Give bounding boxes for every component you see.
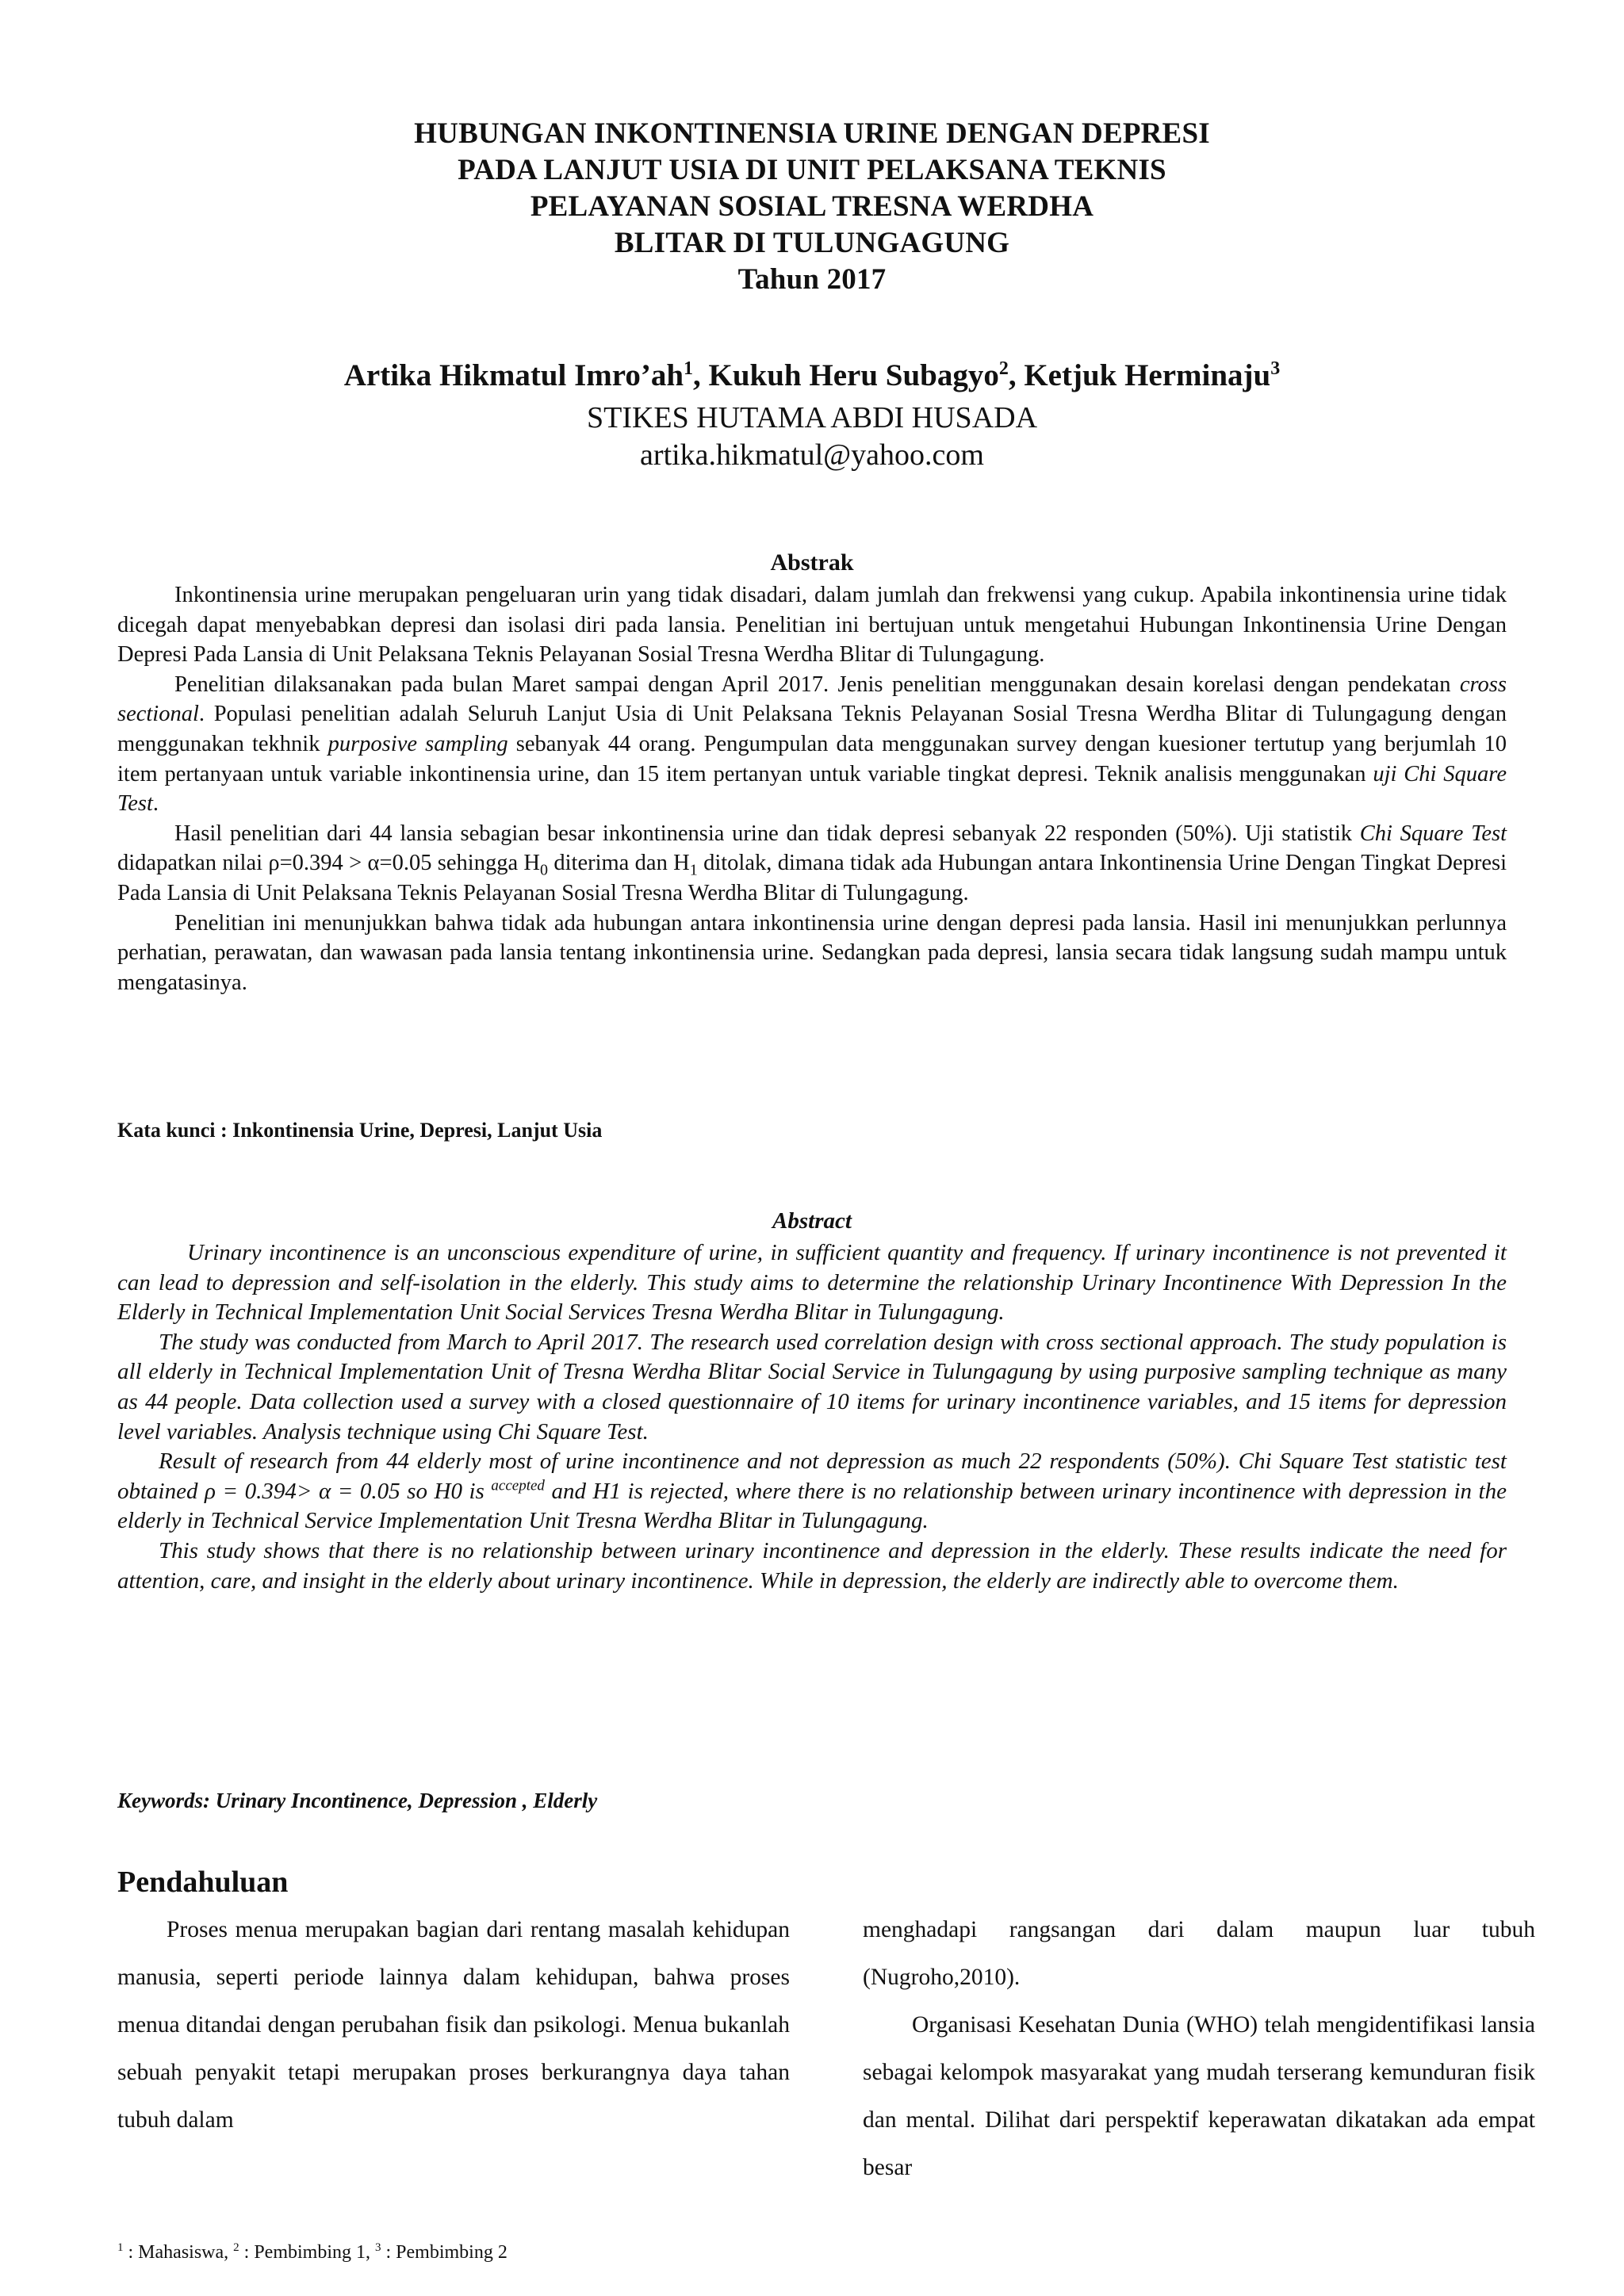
body-paragraph: Proses menua merupakan bagian dari rentang masalah kehidupan manusia, seperti periode lainnya dalam kehidupan, bahwa proses menua ditandai dengan perubahan fisik dan psikologi. Menua bukanlah sebuah penyakit tetapi merupakan proses berkurangnya daya tahan tubuh dalam	[117, 1917, 790, 2133]
text-run-italic: Chi Square Test	[1359, 821, 1507, 846]
author-email: artika.hikmatul@yahoo.com	[640, 438, 984, 472]
abstract-heading: Abstract	[772, 1208, 852, 1234]
footnote	[117, 2241, 508, 2264]
abstrak-paragraph: Penelitian ini menunjukkan bahwa tidak ada hubungan antara inkontinensia urine dengan depresi pada lansia. Hasil ini menunjukkan perlunnya perhatian, perawatan, dan wawasan pada lansia tentang inkontinensia urine. Sedangkan pada depresi, lansia secara tidak langsung sudah mampu untuk mengatasinya.	[117, 910, 1507, 995]
body-paragraph: Organisasi Kesehatan Dunia (WHO) telah mengidentifikasi lansia sebagai kelompok masyarakat yang mudah terserang kemunduran fisik dan mental. Dilihat dari perspektif keperawatan dikatakan ada empat besar	[863, 2012, 1535, 2180]
text-run: .	[152, 791, 159, 817]
text-run: Result of research from 44 elderly most of urine incontinence and not depression as much 22 respondents (50%). Chi Square Test statistic test obtained ρ = 0.394> α = 0.05 so H0 is	[117, 1448, 1507, 1504]
text-run-italic: purposive sampling	[327, 731, 508, 756]
footnote-sup: 1	[117, 2241, 124, 2254]
text-run-italic: uji Chi Square Test	[117, 761, 1507, 817]
abstrak-body	[117, 580, 1507, 997]
abstrak-paragraph	[117, 670, 1507, 819]
title-year: Tahun 2017	[737, 263, 887, 296]
footnote-sup: 2	[233, 2241, 239, 2254]
author-sup: 1	[684, 358, 694, 379]
abstrak-paragraph	[117, 819, 1507, 909]
title-line: HUBUNGAN INKONTINENSIA URINE DENGAN DEPRESI	[414, 117, 1210, 150]
footnote-text: : Pembimbing 2	[381, 2242, 508, 2263]
text-run-italic: cross sectional	[117, 672, 1507, 727]
text-run: Hasil penelitian dari 44 lansia sebagian besar inkontinensia urine dan tidak depresi sebanyak 22 responden (50%). Uji statistik	[174, 821, 1360, 846]
subscript: 1	[689, 862, 698, 880]
abstract-paragraph: The study was conducted from March to April 2017. The research used correlation design with cross sectional approach. The study population is all elderly in Technical Implementation Unit of Tresna Werdha Blitar Social Service in Tulungagung by using purposive sampling technique as many as 44 people. Data collection used a survey with a closed questionnaire of 10 items for urinary incontinence variables, and 15 items for depression level variables. Analysis technique using Chi Square Test.	[117, 1329, 1507, 1445]
author-sup: 2	[998, 358, 1009, 379]
text-run: ditolak, dimana tidak ada Hubungan antara Inkontinensia Urine Dengan Tingkat Depresi Pada Lansia di Unit Pelaksana Teknis Pelayanan Sosial Tresna Werdha Blitar di Tulungagung.	[117, 851, 1507, 905]
abstrak-heading: Abstrak	[770, 549, 854, 576]
kata-kunci: Kata kunci : Inkontinensia Urine, Depresi, Lanjut Usia	[117, 1119, 603, 1142]
body-paragraph: menghadapi rangsangan dari dalam maupun luar tubuh (Nugroho,2010).	[863, 1917, 1535, 1990]
text-run: Penelitian dilaksanakan pada bulan Maret sampai dengan April 2017. Jenis penelitian menggunakan desain korelasi dengan pendekatan	[174, 672, 1460, 697]
title-line: PADA LANJUT USIA DI UNIT PELAKSANA TEKNIS	[458, 154, 1166, 186]
keywords: Keywords: Urinary Incontinence, Depression , Elderly	[117, 1789, 598, 1812]
subscript: 0	[540, 862, 549, 880]
author-sep: ,	[1008, 358, 1025, 392]
author-name: Artika Hikmatul Imro’ah	[343, 358, 684, 392]
text-run: . Populasi penelitian adalah Seluruh Lanjut Usia di Unit Pelaksana Teknis Pelayanan Sosial Tresna Werdha Blitar di Tulungagung dengan menggunakan tekhnik	[117, 702, 1507, 756]
title-line: PELAYANAN SOSIAL TRESNA WERDHA	[530, 190, 1094, 223]
footnote-sup: 3	[375, 2241, 381, 2254]
text-run: sebanyak 44 orang. Pengumpulan data menggunakan survey dengan kuesioner tertutup yang berjumlah 10 item pertanyaan untuk variable inkontinensia urine, dan 15 item pertanyan untuk variable tingkat depresi. Teknik analisis menggunakan	[117, 731, 1507, 786]
column-left	[117, 1906, 790, 2144]
author-sup: 3	[1270, 358, 1281, 379]
abstract-paragraph: Urinary incontinence is an unconscious expenditure of urine, in sufficient quantity and frequency. If urinary incontinence is not prevented it can lead to depression and self-isolation in the elderly. This study aims to determine the relationship Urinary Incontinence With Depression In the Elderly in Technical Implementation Unit Social Services Tresna Werdha Blitar in Tulungagung.	[117, 1240, 1507, 1326]
author-sep: ,	[693, 358, 709, 392]
text-run: diterima dan H	[548, 851, 690, 876]
title-line: BLITAR DI TULUNGAGUNG	[614, 227, 1010, 259]
footnote-text: : Pembimbing 1,	[239, 2242, 375, 2263]
abstract-body	[117, 1238, 1507, 1596]
abstrak-paragraph: Inkontinensia urine merupakan pengeluaran urin yang tidak disadari, dalam jumlah dan frekwensi yang cukup. Apabila inkontinensia urine tidak dicegah dapat menyebabkan depresi dan isolasi diri pada lansia. Penelitian ini bertujuan untuk mengetahui Hubungan Inkontinensia Urine Dengan Depresi Pada Lansia di Unit Pelaksana Teknis Pelayanan Sosial Tresna Werdha Blitar di Tulungagung.	[117, 583, 1507, 668]
text-run: and H1 is rejected, where there is no relationship between urinary incontinence with depression in the elderly in Technical Service Implementation Unit Tresna Werdha Blitar in Tulungagung.	[117, 1478, 1507, 1534]
footnote-text: : Mahasiswa,	[123, 2242, 234, 2263]
affiliation: STIKES HUTAMA ABDI HUSADA	[586, 401, 1038, 434]
section-heading: Pendahuluan	[117, 1866, 289, 1899]
column-right	[863, 1906, 1535, 2191]
abstract-paragraph: This study shows that there is no relationship between urinary incontinence and depression in the elderly. These results indicate the need for attention, care, and insight in the elderly about urinary incontinence. While in depression, the elderly are indirectly able to overcome them.	[117, 1537, 1507, 1594]
author-name: Ketjuk Herminaju	[1024, 358, 1271, 392]
paper-title	[117, 116, 1507, 298]
text-run: didapatkan nilai ρ=0.394 > α=0.05 sehingga H	[117, 851, 541, 876]
superscript: accepted	[491, 1477, 545, 1494]
author-list	[117, 357, 1507, 395]
abstract-paragraph	[117, 1447, 1507, 1536]
author-name: Kukuh Heru Subagyo	[708, 358, 999, 392]
